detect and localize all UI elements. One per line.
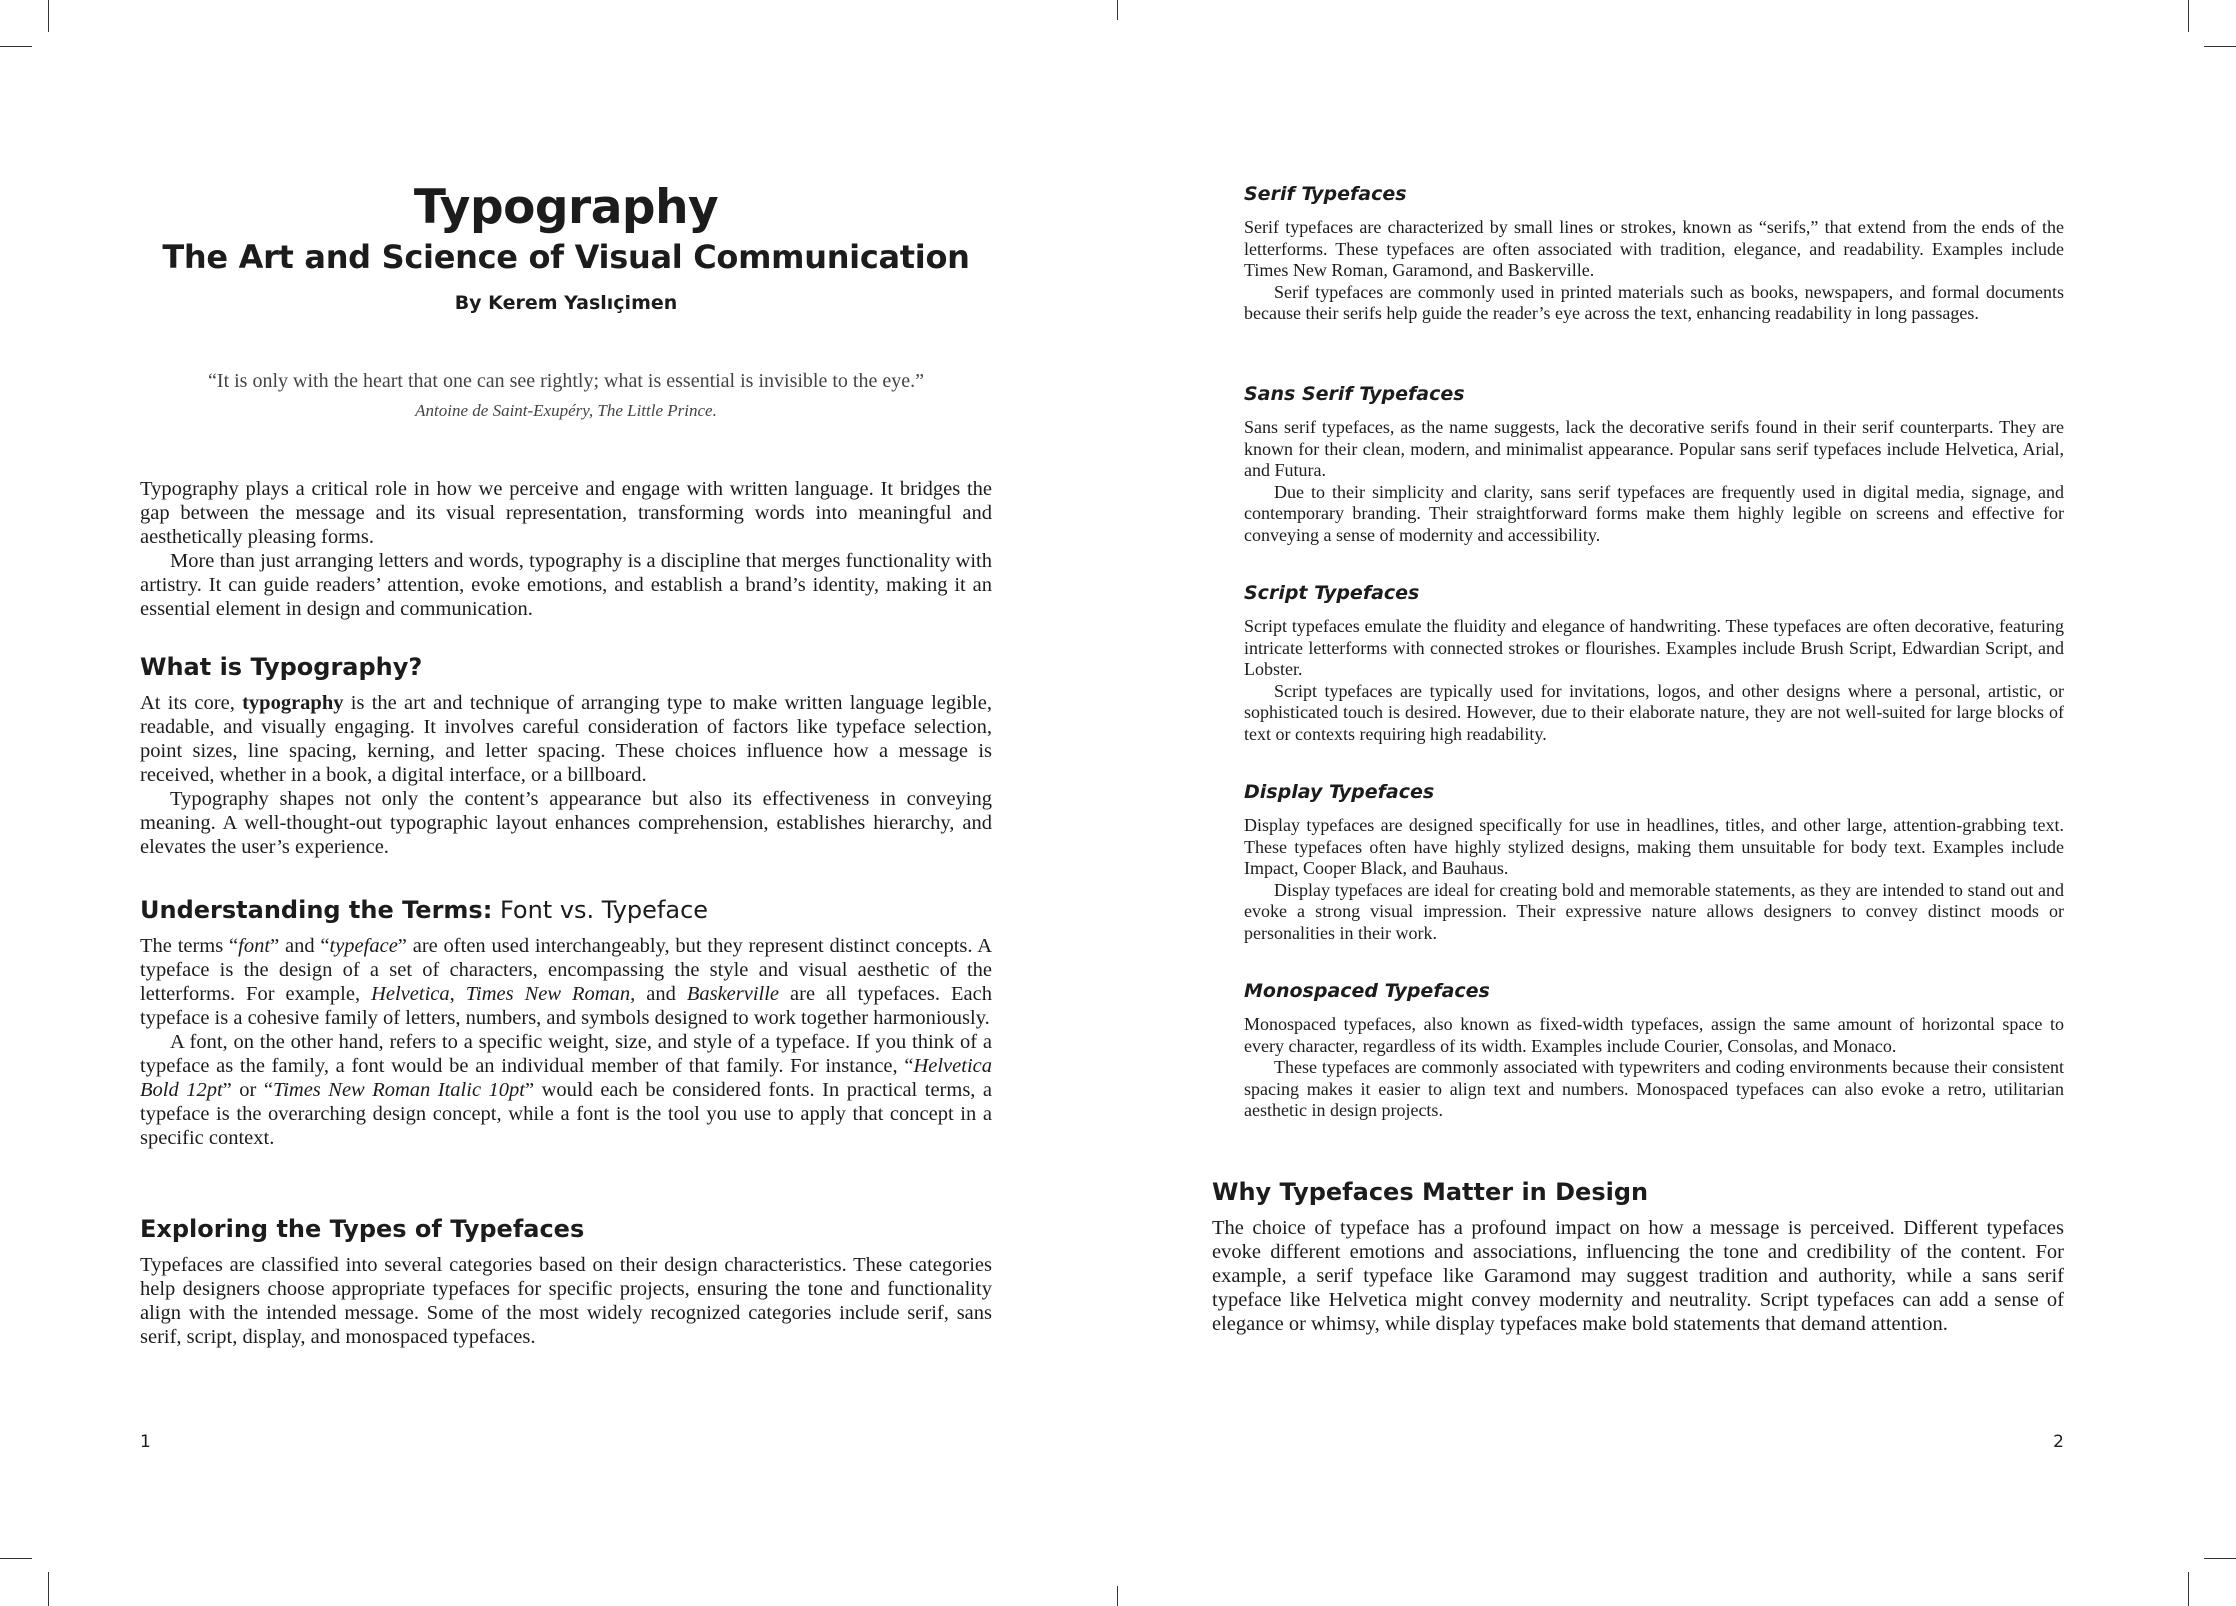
right-page [1212, 0, 2064, 1606]
why-section [1212, 1178, 2064, 1336]
subheading-monospaced: Monospaced Typefaces [1244, 980, 1490, 1002]
document-subtitle: The Art and Science of Visual Communication [162, 238, 970, 276]
terms-section [140, 896, 992, 1150]
subheading-sans-serif: Sans Serif Typefaces [1244, 383, 1465, 405]
section-heading-terms: Understanding the Terms: Font vs. Typeface [140, 896, 709, 924]
crop-mark [1117, 1586, 1118, 1606]
crop-mark [2204, 1558, 2236, 1559]
types-section [140, 1215, 992, 1349]
serif-section [1244, 183, 2064, 325]
terms-paragraph-1: The terms “font” and “typeface” are often used interchangeably, but they represent distinct concepts. A typeface is the design of a set of characters, encompassing the style and visual aesthetic of the letterforms. For example, Helvetica, Times New Roman, and Baskerville are all typefaces. Each typeface is a cohesive family of letters, numbers, and symbols designed to work together harmoniously. [140, 935, 993, 1029]
display-paragraph-1: Display typefaces are designed specifically for use in headlines, titles, and other large, attention-grabbing text. These typefaces often have highly stylized designs, making them unsuitable for body text. Examples include Impact, Cooper Black, and Bauhaus. [1244, 815, 2064, 878]
display-paragraph-2: Display typefaces are ideal for creating bold and memorable statements, as they are intended to stand out and evoke a strong visual impression. Their expressive nature allows designers to convey distinct moods or personalities in their work. [1244, 879, 2064, 943]
crop-mark [0, 46, 32, 47]
section-heading-types: Exploring the Types of Typefaces [140, 1215, 585, 1243]
crop-mark [2188, 0, 2189, 32]
section-heading-what: What is Typography? [140, 653, 423, 681]
crop-mark [2204, 46, 2236, 47]
what-paragraph-1: At its core, typography is the art and technique of arranging type to make written language legible, readable, and visually engaging. It involves careful consideration of factors like typeface selection, point sizes, line spacing, kerning, and letter spacing. These choices influence how a message is received, whether in a book, a digital interface, or a billboard. [140, 692, 992, 786]
subheading-serif: Serif Typefaces [1244, 183, 1407, 205]
left-page [140, 0, 992, 1606]
what-section [140, 653, 992, 859]
serif-paragraph-1: Serif typefaces are characterized by small lines or strokes, known as “serifs,” that extend from the ends of the letterforms. These typefaces are often associated with tradition, elegance, and readability. Examples include Times New Roman, Garamond, and Baskerville. [1244, 217, 2064, 280]
epigraph-quote: “It is only with the heart that one can see rightly; what is essential is invisible to the eye.” [208, 370, 924, 392]
epigraph-attribution: Antoine de Saint-Exupéry, The Little Prince. [415, 401, 717, 420]
crop-mark [0, 1558, 32, 1559]
subheading-display: Display Typefaces [1244, 781, 1435, 803]
page-number: 1 [140, 1432, 151, 1452]
terms-paragraph-2: A font, on the other hand, refers to a specific weight, size, and style of a typeface. If you think of a typeface as the family, a font would be an individual member of that family. For instance, “Helvetica Bold 12pt” or “Times New Roman Italic 10pt” would each be considered fonts. In practical terms, a typeface is the overarching design concept, while a font is the tool you use to apply that concept in a specific context. [140, 1031, 993, 1149]
document-title: Typography [413, 180, 719, 235]
crop-mark [1117, 0, 1118, 20]
sans-paragraph-2: Due to their simplicity and clarity, sans serif typefaces are frequently used in digital media, signage, and contemporary branding. Their straightforward forms make them highly legible on screens and effective for conveying a sense of modernity and accessibility. [1244, 481, 2064, 545]
subheading-script: Script Typefaces [1244, 582, 1420, 604]
crop-mark [2188, 1572, 2189, 1606]
section-heading-why: Why Typefaces Matter in Design [1212, 1178, 1649, 1206]
mono-section [1244, 980, 2064, 1122]
intro-paragraph-2: More than just arranging letters and words, typography is a discipline that merges functionality with artistry. It can guide readers’ attention, evoke emotions, and establish a brand’s identity, making it an essential element in design and communication. [140, 550, 992, 620]
bold-term: typography [242, 692, 344, 714]
script-paragraph-1: Script typefaces emulate the fluidity and elegance of handwriting. These typefaces are often decorative, featuring intricate letterforms with connected strokes or flourishes. Examples include Brush Script, Edwardian Script, and Lobster. [1244, 616, 2064, 679]
intro-section [140, 477, 992, 621]
sans-paragraph-1: Sans serif typefaces, as the name suggests, lack the decorative serifs found in their serif counterparts. They are known for their clean, modern, and minimalist appearance. Popular sans serif typefaces include Helvetica, Arial, and Futura. [1244, 417, 2064, 480]
crop-mark [48, 0, 49, 32]
script-paragraph-2: Script typefaces are typically used for invitations, logos, and other designs where a personal, artistic, or sophisticated touch is desired. However, due to their elaborate nature, they are not well-suited for large blocks of text or contexts requiring high readability. [1244, 680, 2064, 744]
mono-paragraph-1: Monospaced typefaces, also known as fixed-width typefaces, assign the same amount of horizontal space to every character, regardless of its width. Examples include Courier, Consolas, and Monaco. [1244, 1014, 2064, 1056]
display-section [1244, 781, 2064, 944]
epigraph [140, 370, 992, 421]
types-paragraph-1: Typefaces are classified into several categories based on their design characteristics. These categories help designers choose appropriate typefaces for specific projects, ensuring the tone and functionality align with the intended message. Some of the most widely recognized categories include serif, sans serif, script, display, and monospaced typefaces. [140, 1254, 992, 1348]
crop-mark [48, 1572, 49, 1606]
mono-paragraph-2: These typefaces are commonly associated with typewriters and coding environments because their consistent spacing makes it easier to align text and numbers. Monospaced typefaces can also evoke a retro, utilitarian aesthetic in design projects. [1244, 1057, 2064, 1120]
author-byline: By Kerem Yaslıçimen [454, 292, 678, 314]
page-number: 2 [2053, 1432, 2064, 1452]
intro-paragraph-1: Typography plays a critical role in how we perceive and engage with written language. It bridges the gap between the message and its visual representation, transforming words into meaningful and aesthetically pleasing forms. [140, 478, 992, 548]
script-section [1244, 582, 2064, 745]
serif-paragraph-2: Serif typefaces are commonly used in printed materials such as books, newspapers, and formal documents because their serifs help guide the reader’s eye across the text, enhancing readability in long passages. [1244, 281, 2064, 323]
sans-section [1244, 383, 2064, 546]
why-paragraph-1: The choice of typeface has a profound impact on how a message is perceived. Different typefaces evoke different emotions and associations, influencing the tone and credibility of the content. For example, a serif typeface like Garamond may suggest tradition and authority, while a sans serif typeface like Helvetica might convey modernity and neutrality. Script typefaces can add a sense of elegance or whimsy, while display typefaces make bold statements that demand attention. [1212, 1217, 2064, 1335]
what-paragraph-2: Typography shapes not only the content’s appearance but also its effectiveness in conveying meaning. A well-thought-out typographic layout enhances comprehension, establishes hierarchy, and elevates the user’s experience. [140, 788, 992, 858]
